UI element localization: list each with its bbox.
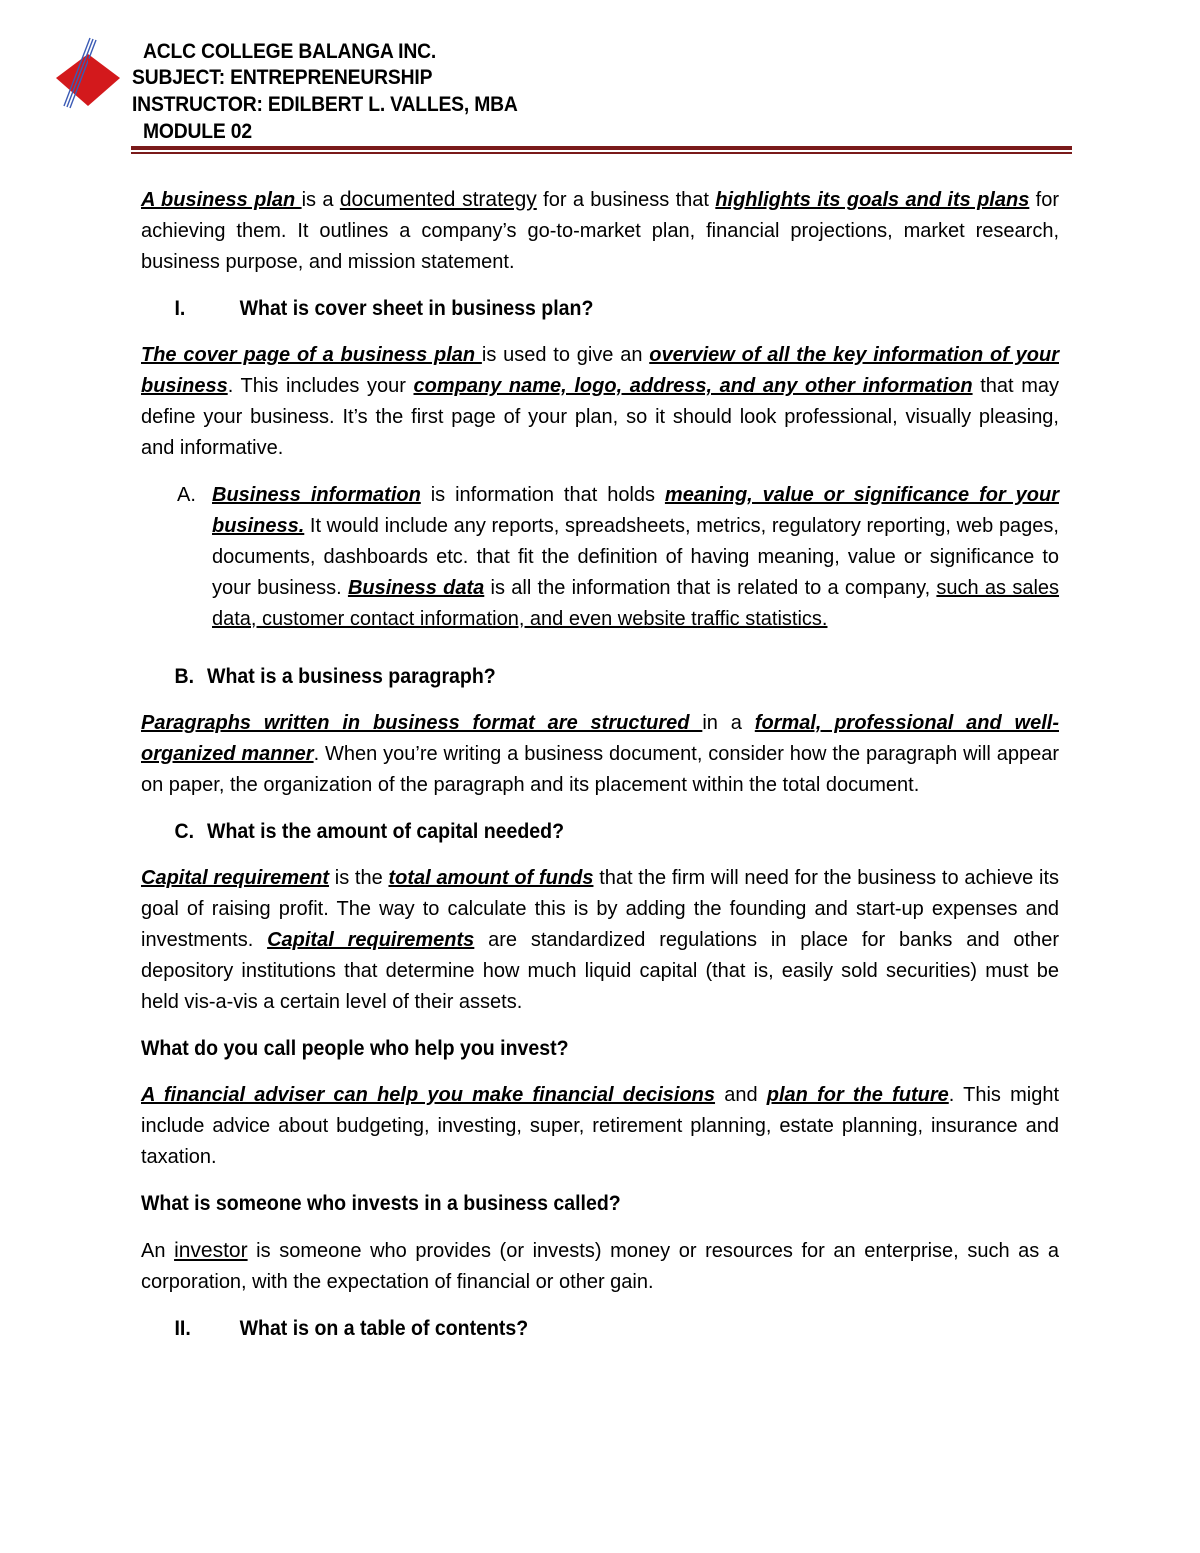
text-run: that the firm will need for the business to achieve its goal of raising profit. The way to calculate this is by adding the founding and start-up expenses and investments. xyxy=(141,867,1060,951)
subsection-a xyxy=(141,480,1059,635)
investor-paragraph xyxy=(141,1235,1059,1298)
section-title: What is on a table of contents? xyxy=(239,1317,529,1340)
term-formal-manner: formal, professional and well-organized manner xyxy=(141,712,1059,765)
text-run: An xyxy=(141,1240,175,1262)
subsection-letter: C. xyxy=(174,820,195,843)
term-business: business xyxy=(141,375,228,397)
section-1-heading xyxy=(141,293,995,324)
business-information-paragraph xyxy=(212,480,1059,635)
capital-paragraph xyxy=(141,863,1059,1018)
text-run: are standardized regulations in place for banks and other depository institutions that determine how much liquid capital (that is, easily sold securities) must be held vis-a-vis a certain level of their assets. xyxy=(141,929,1059,1013)
school-name: ACLC COLLEGE BALANGA INC. xyxy=(143,40,437,63)
term-business-data: Business data xyxy=(347,577,485,599)
subsection-title: What is a business paragraph? xyxy=(207,665,496,688)
text-run: is the xyxy=(329,867,389,889)
text-run: that may define your business. It’s the first page of your plan, so it should look professional, visually pleasing, and informative. xyxy=(141,375,1059,459)
subsection-c-heading xyxy=(141,816,995,847)
document-body xyxy=(141,184,1059,1344)
cover-sheet-paragraph xyxy=(141,340,1059,464)
text-run: . This includes your xyxy=(227,375,414,397)
header-rule-thin xyxy=(131,152,1072,154)
module-line: MODULE 02 xyxy=(143,120,252,143)
term-total-funds: total amount of funds xyxy=(388,867,594,889)
header-rule xyxy=(131,146,1072,150)
text-run: . When you’re writing a business document, consider how the paragraph will appear on paper, the organization of the paragraph and its placement within the total document. xyxy=(141,743,1060,796)
term-sales-data: such as sales data, customer contact information, and even website traffic statistics. xyxy=(212,577,1060,630)
subsection-b-heading xyxy=(141,661,995,692)
term-business-plan: A business plan xyxy=(141,189,302,211)
term-documented-strategy: documented strategy xyxy=(339,188,537,211)
term-cover-page: The cover page of a business plan xyxy=(141,344,482,366)
section-number: I. xyxy=(174,297,186,320)
term-business-information: Business information xyxy=(212,484,421,506)
text-run: is all the information that is related to a company, xyxy=(484,577,937,599)
text-run: is used to give an xyxy=(481,344,650,366)
term-financial-adviser: A financial adviser can help you make financial decisions xyxy=(141,1084,716,1106)
term-plan-future: plan for the future xyxy=(766,1084,949,1106)
financial-adviser-paragraph xyxy=(141,1080,1059,1173)
term-paragraphs: Paragraphs written in business format are structured xyxy=(141,712,703,734)
term-meaning-value: meaning, value or significance for your business. xyxy=(212,484,1059,537)
text-run: is someone who provides (or invests) money or resources for an enterprise, such as a corporation, with the expectation of financial or other gain. xyxy=(141,1240,1059,1293)
text-run: for a business that xyxy=(536,189,716,211)
term-investor: investor xyxy=(174,1239,248,1262)
business-paragraph-paragraph xyxy=(141,708,1059,801)
term-capital-requirement: Capital requirement xyxy=(141,867,330,889)
section-title: What is cover sheet in business plan? xyxy=(239,297,594,320)
subsection-title: What is the amount of capital needed? xyxy=(207,820,565,843)
text-run: is information that holds xyxy=(420,484,665,506)
college-logo xyxy=(52,36,124,112)
text-run: and xyxy=(715,1084,767,1106)
text-run: is a xyxy=(301,189,340,211)
text-run: It would include any reports, spreadsheets, metrics, regulatory reporting, web pages, documents, dashboards etc. that fit the definition of having meaning, value or significance to your business. xyxy=(212,515,1059,599)
term-overview: overview of all the key information of your xyxy=(649,344,1059,366)
subsection-letter: B. xyxy=(174,665,195,688)
text-run: for achieving them. It outlines a company’s go-to-market plan, financial projections, market research, business purpose, and mission statement. xyxy=(141,189,1060,273)
text-run: . This might include advice about budgeting, investing, super, retirement planning, estate planning, insurance and taxation. xyxy=(141,1084,1060,1168)
subject-line: SUBJECT: ENTREPRENEURSHIP xyxy=(132,66,433,89)
question-invest-heading: What do you call people who help you invest? xyxy=(141,1037,569,1060)
text-run: in a xyxy=(702,712,755,734)
term-company-info: company name, logo, address, and any other information xyxy=(413,375,973,397)
intro-paragraph xyxy=(141,184,1059,278)
term-capital-requirements: Capital requirements xyxy=(267,929,475,951)
instructor-line: INSTRUCTOR: EDILBERT L. VALLES, MBA xyxy=(132,93,518,116)
term-goals-plans: highlights its goals and its plans xyxy=(715,189,1030,211)
section-number: II. xyxy=(174,1317,191,1340)
question-investor-heading: What is someone who invests in a business called? xyxy=(141,1192,621,1215)
subsection-letter: A. xyxy=(177,484,196,506)
section-2-heading xyxy=(141,1313,995,1344)
